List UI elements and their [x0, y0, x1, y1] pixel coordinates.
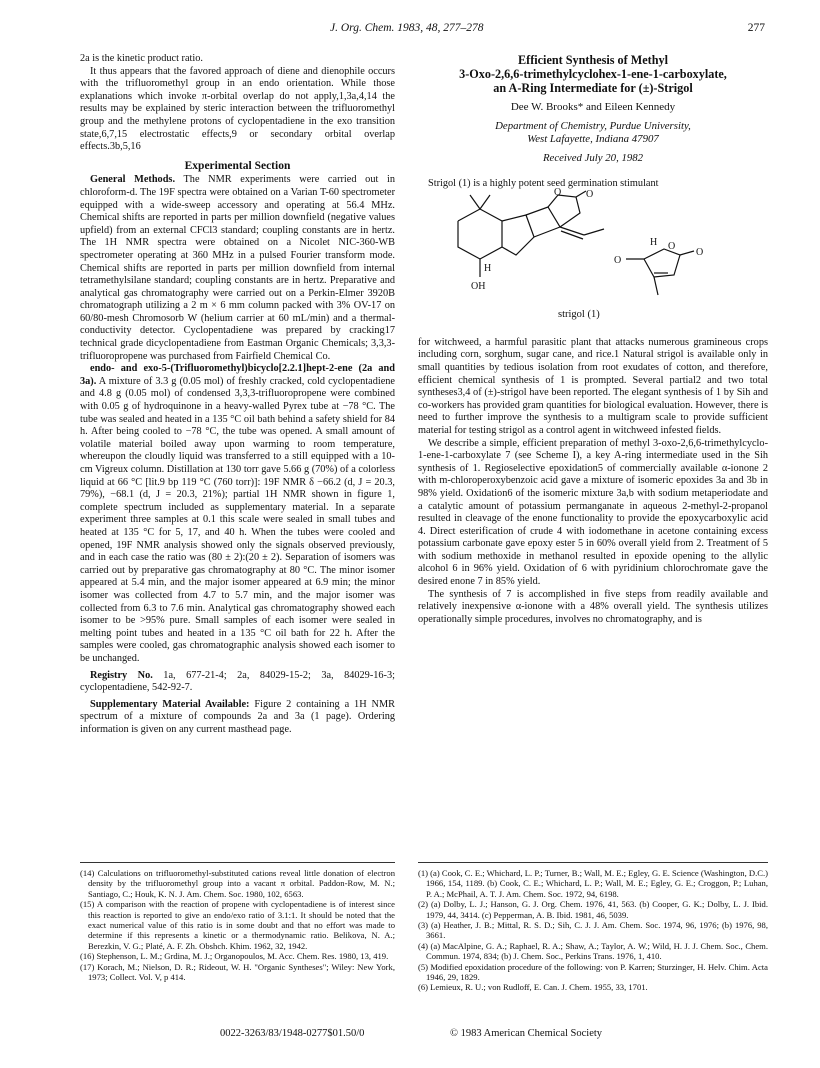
footnotes-right [418, 868, 768, 993]
hydroxyl-group: OH [471, 280, 486, 292]
endo-exo-text: A mixture of 3.3 g (0.05 mol) of freshly cracked, cold cyclopentadiene and 4.8 g (0.05 mol) of condensed 3,3,3-trifluoropropene were combined with 0.05 g of hydroquinone in a heavy-walled Pyrex tube at −78 °C. The tube was sealed and heated in a 135 °C oil bath behind a safety shield for 84 h. After being cooled to −78 °C, the tube was opened. A small amount of volatile material boiled away upon warming to room temperature, whereupon the cloudly liquid was transferred to a still equipped with a 10-cm Vigreux column. Distillation at 130 torr gave 5.66 g (70%) of a colorless liquid at 66 °C [lit.9 bp 119 °C (760 torr)]: 19F NMR δ −66.2 (d, J = 20.3, 79%), −68.1 (d, J = 20.3, 21%); partial 1H NMR shown in figure 1, complete spectrum included as supplementary material. In a separate experiment three samples at 0.1 this scale were sealed in small tubes and heated at 135 °C for 5, 17, and 40 h. When the tubes were cooled and opened, 19F NMR analysis showed only the signals observed previously, and in each case the ratio was (80 ± 2):(20 ± 2). Separation of isomers was carried out by preparative gas chromatography at 80 °C. The minor isomer appeared at 5.4 min, and the major isomer appeared at 6.9 min; the minor isomer was collected from 4.7 to 5.7 min, and the major isomer was collected from 6.3 to 7.6 min. Analytical gas chromatography showed each isomer to be >95% pure. Small samples of each isomer were sealed in melting point tubes and heated in a 135 °C oil bath for 22 h. After the samples were cooled, gas chromatographic analysis showed each isomer to be unchanged. [80, 375, 396, 664]
affiliation [418, 120, 768, 146]
footnote-17: (17) Korach, M.; Nielson, D. R.; Rideout, W. H. "Organic Syntheses"; Wiley: New York, 1973; Collect. Vol. V, p 414. [80, 961, 395, 983]
endo-exo-runin: endo- and exo-5-(Trifluoromethyl)bicyclo[2.2.1]hept-2-ene (2a and 3a). [80, 363, 395, 387]
footnote-4: (4) (a) MacAlpine, G. A.; Raphael, R. A.; Shaw, A.; Taylor, A. W.; Wild, H. J. J. Chem. Soc., Chem. Commun. 1974, 834; (b) J. Chem. Soc., Perkins Trans. 1976, 1, 410. [418, 940, 768, 962]
footnote-2: (2) (a) Dolby, L. J.; Hanson, G. J. Org. Chem. 1976, 41, 563. (b) Cooper, G. K.; Dolby, L. J. Ibid. 1979, 44, 3414. (c) Pepperman, A. B. Ibid. 1981, 46, 5039. [418, 899, 768, 920]
authors: Dee W. Brooks* and Eileen Kennedy [510, 101, 676, 113]
intro-line: 2a is the kinetic product ratio. [80, 53, 203, 64]
copyright-notice: © 1983 American Chemical Society [450, 1028, 603, 1039]
title-line-2: 3-Oxo-2,6,6-trimethylcyclohex-1-ene-1-carboxylate, [459, 67, 727, 81]
footnote-14: (14) Calculations on trifluoromethyl-substituted cations reveal little donation of electron density by the trifluoromethyl group into a vacant π orbital. Paddon-Row, M. N.; Santiago, C.; Houk, K. N. J. Am. Chem. Soc. 1980, 102, 6563. [80, 868, 395, 899]
footnote-5: (5) Modified epoxidation procedure of the following: von P. Karren; Sturzinger, H. Helv. Chim. Acta 1946, 29, 1829. [418, 961, 768, 983]
carbonyl-oxygen-1: O [586, 188, 594, 200]
strigol-structure-drawing [418, 186, 768, 311]
stereo-hydrogen: H [484, 262, 492, 274]
supplementary-paragraph [80, 699, 395, 737]
running-header [60, 22, 765, 38]
intro-paragraph: It thus appears that the favored approach of diene and dienophile occurs with the trifluoromethyl group in an endo orientation. While those explanations which invoke π-orbital overlap do not apply,1,3a,4,14 the results may be explained by steric interaction between the trifluoromethyl group and the methylene protons of cyclopentadiene in the exo transition state,6,7,15 electrostatic effects,9 or secondary orbital overlap effects.3b,5,16 [80, 65, 395, 153]
footnote-16: (16) Stephenson, L. M.; Grdina, M. J.; Organopoulos, M. Acc. Chem. Res. 1980, 13, 419. [80, 951, 389, 962]
footnote-rule-left [80, 862, 395, 863]
title-line-1: Efficient Synthesis of Methyl [518, 53, 668, 67]
ether-oxygen: O [614, 254, 622, 266]
experimental-section-title: Experimental Section [184, 159, 291, 172]
general-methods-runin: General Methods. [90, 174, 176, 186]
endo-exo-paragraph [80, 363, 395, 665]
general-methods-paragraph [80, 174, 395, 363]
right-column [418, 53, 768, 626]
footnote-6: (6) Lemieux, R. U.; von Rudloff, E. Can. J. Chem. 1955, 33, 1701. [418, 982, 648, 993]
strigol-structure-label: strigol (1) [558, 308, 600, 320]
lactone-oxygen: O [554, 186, 562, 198]
d-ring-oxygen: O [668, 240, 676, 252]
supplementary-text: Figure 2 containing a 1H NMR spectrum of a mixture of compounds 2a and 3a (1 page). Ordering information is given on any current masthead page. [80, 698, 396, 735]
right-paragraph-2: We describe a simple, efficient preparation of methyl 3-oxo-2,6,6-trimethylcyclo-1-ene-1-carboxylate 7 (see Scheme I), a key A-ring intermediate used in the Sih synthesis of 1. Regioselective epoxidation5 of commercially available α-ionone 2 with m-chloroperoxybenzoic acid gave a mixture of isomeric epoxides 3a and 3b in 98% yield. Oxidation6 of the isomeric mixture 3a,b with sodium metaperiodate and a catalytic amount of potassium permanganate in aqueous 2-methyl-2-propanol resulted in cleavage of the enone functionality to provide the epoxycarboxylic acid 4. Direct esterification of crude 4 with iodomethane in acetone containing excess potassium carbonate gave epoxy ester 5 in 60% overall yield from 2. Treatment of 5 with sodium methoxide in methanol resulted in epoxide opening to the allylic alcohol 6 in 96% yield. Oxidation of 6 with pyridinium chlorochromate gave the desired enone 7 in 85% yield. [418, 437, 768, 588]
strigol-intro: Strigol (1) is a highly potent seed germination stimulant [428, 178, 659, 190]
left-column [80, 53, 395, 736]
footnotes-left [80, 868, 395, 982]
registry-text: 1a, 677-21-4; 2a, 84029-15-2; 3a, 84029-16-3; cyclopentadiene, 542-92-7. [80, 669, 395, 694]
carbonyl-oxygen-2: O [696, 246, 704, 258]
title-line-3: an A-Ring Intermediate for (±)-Strigol [493, 81, 693, 95]
journal-citation: J. Org. Chem. 1983, 48, 277–278 [330, 22, 484, 34]
footnote-rule-right [418, 862, 768, 863]
affiliation-line-2: West Lafayette, Indiana 47907 [527, 132, 659, 145]
article-code: 0022-3263/83/1948-0277$01.50/0 [220, 1028, 365, 1039]
footnote-3: (3) (a) Heather, J. B.; Mittal, R. S. D.; Sih, C. J. J. Am. Chem. Soc. 1974, 96, 1976; (b) 1976, 98, 3661. [418, 920, 768, 941]
right-paragraph-3: The synthesis of 7 is accomplished in five steps from readily available and relatively inexpensive α-ionone with a 48% overall yield. The synthesis utilizes operationally simple procedures, involves no chromatography, and is [418, 588, 768, 625]
footnote-1: (1) (a) Cook, C. E.; Whichard, L. P.; Turner, B.; Wall, M. E.; Egley, G. E. Science (Washington, D.C.) 1966, 154, 1189. (b) Cook, C. E.; Whichard, L. P.; Wall, M. E.; Egley, G. E.; Croggon, P.; Luhan, P. A.; McPhail, A. T. J. Am. Chem. Soc. 1972, 94, 6198. [418, 868, 768, 899]
footnote-15: (15) A comparison with the reaction of propene with cyclopentadiene is of interest since this reaction is reported to give an endo/exo ratio of 3.1:1. It should be noted that the exact numerical value of this ratio is in some doubt and that no effort was made to determine if this represents a kinetic or a thermodynamic ratio. Belikova, N. A.; Berezkin, V. G.; Platé, A. F. Zh. Obshch. Khim. 1962, 32, 1942. [80, 899, 395, 951]
registry-paragraph [80, 670, 395, 695]
general-methods-text: The NMR experiments were carried out in chloroform-d. The 19F spectra were obtained on a Varian T-60 spectrometer equipped with a wide-sweep accessory and operating at 56.4 MHz. Chemical shifts are reported in parts per million downfield (negative values upfield) from an external CFCl3 standard; coupling constants are in hertz. The 1H NMR spectra were obtained on a Nicolet NIC-360-WB spectrometer operating at 360 MHz in a pulsed Fourier transform mode. Chemical shifts are reported in parts per million downfield from internal tetramethylsilane standard; coupling constants are in hertz. Preparative and analytical gas chromatography were carried out on a Perkin-Elmer 3920B chromatograph utilizing a 2 m × 6 mm column packed with 3% OV-17 on 60/80-mesh Chromosorb W (helium carrier at 60 mL/min) and a thermal-conductivity detector. Cyclopentadiene was prepared by cracking17 technical grade dicyclopentadiene from Eastman Organic Chemicals; 3,3,3-trifluoropropene was purchased from Fairfield Chemical Co. [80, 174, 395, 362]
registry-runin: Registry No. [90, 669, 153, 681]
affiliation-line-1: Department of Chemistry, Purdue University, [495, 119, 691, 132]
strigol-structure [418, 186, 768, 333]
received-date: Received July 20, 1982 [542, 151, 644, 164]
right-paragraph-1: for witchweed, a harmful parasitic plant that attacks numerous gramineous crops including corn, sorghum, sugar cane, and rice.1 Natural strigol is available only in small quantities by tedious isolation from root exudates of cotton, and therefore, efficient chemical synthesis of 1 is prompted. Several partial2 and two total syntheses3,4 of (±)-strigol have been reported. The elegant synthesis of 1 by Sih and co-workers has provided gram quantities for biological evaluation. However, there is need to further improve the synthesis to a multigram scale to provide sufficient material for testing strigol as a control agent in witchweed infested fields. [418, 336, 768, 436]
supplementary-runin: Supplementary Material Available: [90, 698, 250, 710]
d-ring-hydrogen: H [650, 236, 658, 248]
article-title [418, 53, 768, 95]
page-number: 277 [747, 22, 765, 34]
